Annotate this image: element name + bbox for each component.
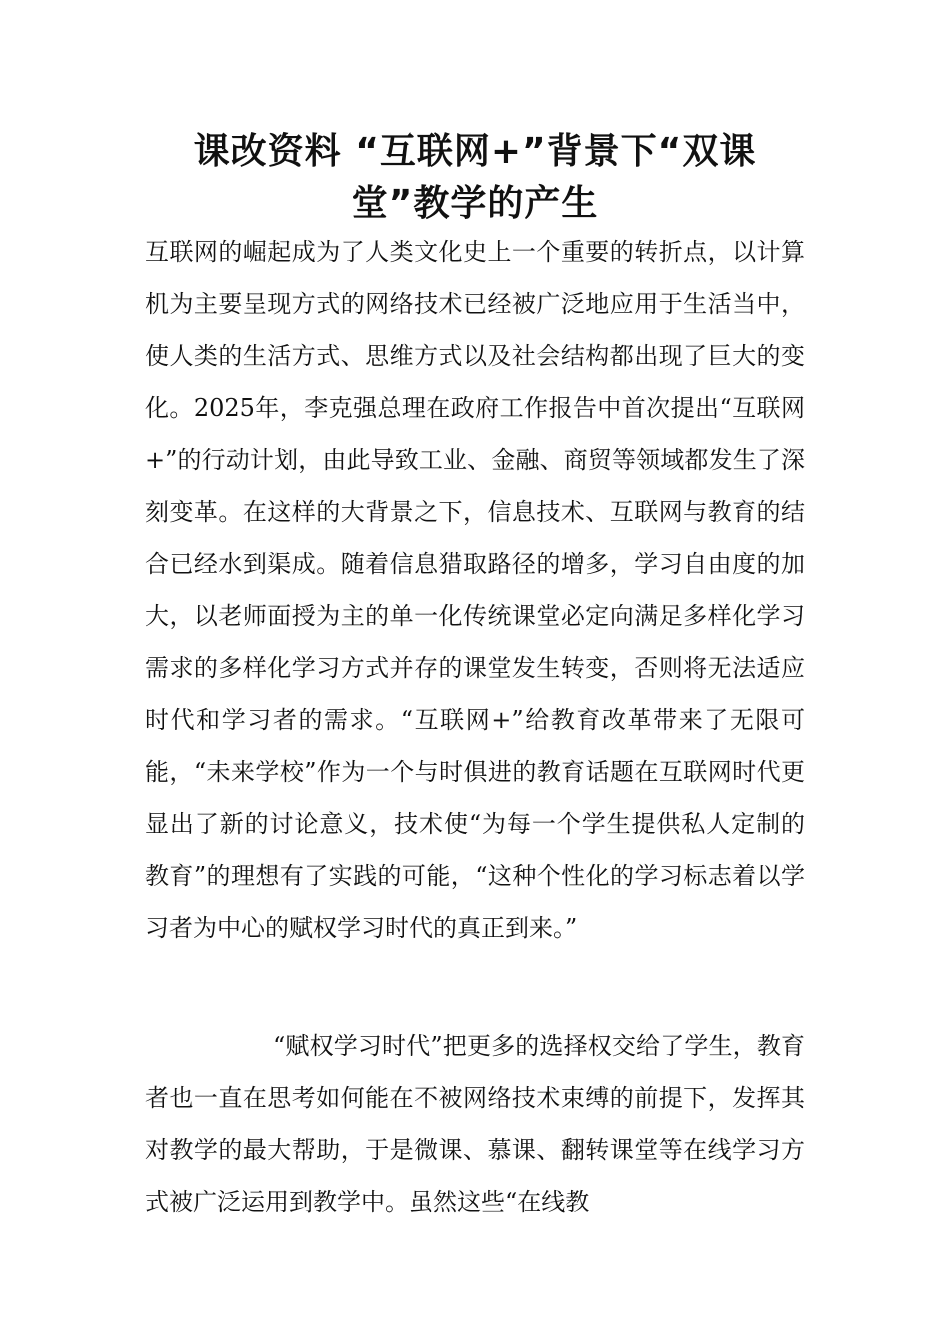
paragraph-1: 互联网的崛起成为了人类文化史上一个重要的转折点，以计算机为主要呈现方式的网络技术已经被广泛地应用于生活当中，使人类的生活方式、思维方式以及社会结构都出现了巨大的变化。2025年，李克强总理在政府工作报告中首次提出“互联网+”的行动计划，由此导致工业、金融、商贸等领域都发生了深刻变革。在这样的大背景之下，信息技术、互联网与教育的结合已经水到渠成。随着信息猎取路径的增多，学习自由度的加大，以老师面授为主的单一化传统课堂必定向满足多样化学习需求的多样化学习方式并存的课堂发生转变，否则将无法适应时代和学习者的需求。“互联网+”给教育改革带来了无限可能，“未来学校”作为一个与时俱进的教育话题在互联网时代更显出了新的讨论意义，技术使“为每一个学生提供私人定制的教育”的理想有了实践的可能，“这种个性化的学习标志着以学习者为中心的赋权学习时代的真正到来。” [145,238,805,942]
document-title: 课改资料 “互联网+”背景下“双课堂”教学的产生 [193,131,757,224]
paragraph-2: “赋权学习时代”把更多的选择权交给了学生，教育者也一直在思考如何能在不被网络技术束缚的前提下，发挥其对教学的最大帮助，于是微课、慕课、翻转课堂等在线学习方式被广泛运用到教学中。虽然这些“在线教 [145,1032,805,1216]
